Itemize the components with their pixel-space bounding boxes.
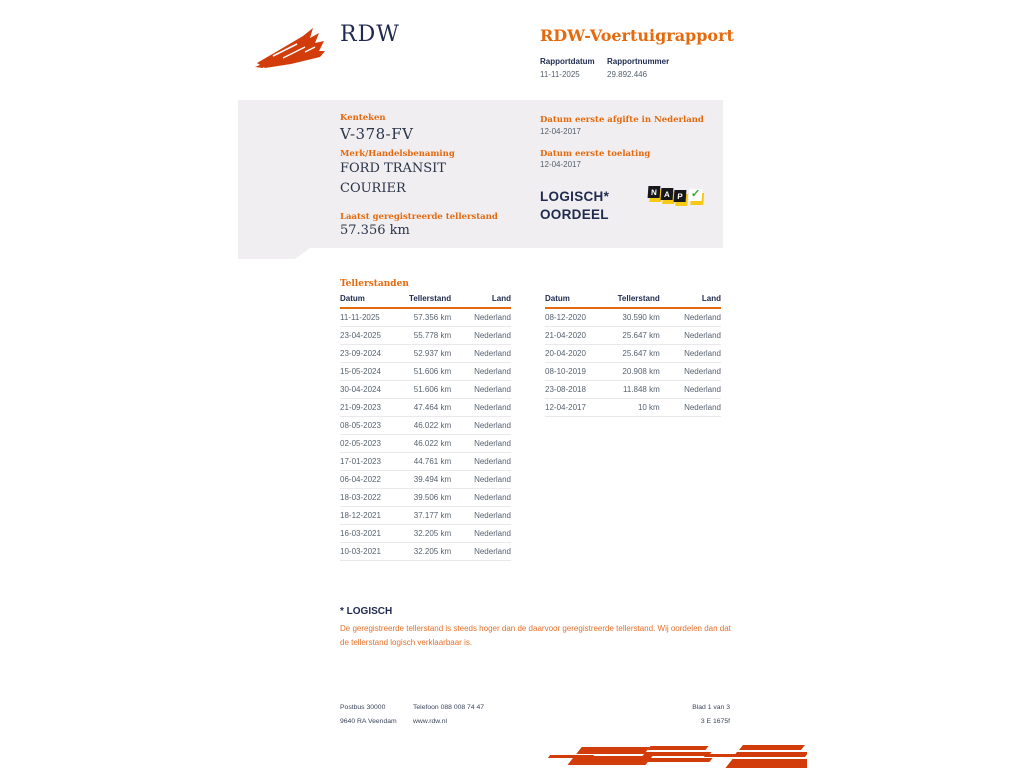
footer-address-line2: 9640 RA Veendam <box>340 717 397 725</box>
cell-land: Nederland <box>463 308 511 327</box>
cell-tellerstand: 46.022 km <box>393 417 463 435</box>
cell-tellerstand: 57.356 km <box>393 308 463 327</box>
cell-tellerstand: 25.647 km <box>600 345 672 363</box>
rdw-logo-wordmark: RDW <box>340 22 400 47</box>
laatste-tellerstand-label: Laatst geregistreerde tellerstand <box>340 212 498 222</box>
tellerstanden-table-right <box>545 291 721 417</box>
cell-tellerstand: 51.606 km <box>393 381 463 399</box>
cell-tellerstand: 20.908 km <box>600 363 672 381</box>
cell-datum: 30-04-2024 <box>340 381 393 399</box>
oordeel-line1: LOGISCH* <box>540 189 610 204</box>
table-row <box>545 381 721 399</box>
cell-datum: 23-04-2025 <box>340 327 393 345</box>
toelating-label: Datum eerste toelating <box>540 149 651 159</box>
cell-land: Nederland <box>463 471 511 489</box>
cell-tellerstand: 39.506 km <box>393 489 463 507</box>
cell-datum: 18-03-2022 <box>340 489 393 507</box>
tellerstanden-title: Tellerstanden <box>340 279 409 289</box>
rdw-logo-icon <box>253 26 333 70</box>
cell-tellerstand: 52.937 km <box>393 345 463 363</box>
note-title: * LOGISCH <box>340 606 393 617</box>
table-row <box>340 363 511 381</box>
table-row <box>340 381 511 399</box>
cell-datum: 02-05-2023 <box>340 435 393 453</box>
column-header-land: Land <box>672 291 721 308</box>
footer-address <box>340 701 397 729</box>
table-header-row <box>340 291 511 308</box>
table-row <box>340 308 511 327</box>
vehicle-summary-box-tab <box>238 248 310 259</box>
footer-contact <box>413 701 484 729</box>
footer-website: www.rdw.nl <box>413 717 447 725</box>
cell-land: Nederland <box>672 399 721 417</box>
cell-datum: 18-12-2021 <box>340 507 393 525</box>
cell-tellerstand: 46.022 km <box>393 435 463 453</box>
cell-tellerstand: 25.647 km <box>600 327 672 345</box>
cell-land: Nederland <box>463 435 511 453</box>
column-header-tellerstand: Tellerstand <box>600 291 672 308</box>
footer-form-code: 3 E 1675f <box>700 717 730 725</box>
column-header-land: Land <box>463 291 511 308</box>
table-body-left <box>340 308 511 561</box>
column-header-datum: Datum <box>545 291 600 308</box>
cell-datum: 08-10-2019 <box>545 363 600 381</box>
cell-land: Nederland <box>463 363 511 381</box>
cell-land: Nederland <box>463 489 511 507</box>
table-row <box>340 327 511 345</box>
cell-datum: 12-04-2017 <box>545 399 600 417</box>
table-row <box>340 345 511 363</box>
footer-pagination <box>620 701 730 729</box>
cell-datum: 17-01-2023 <box>340 453 393 471</box>
nap-letter-n: N <box>648 186 661 198</box>
column-header-datum: Datum <box>340 291 393 308</box>
merk-value-line1: FORD TRANSIT <box>340 161 446 176</box>
merk-value-line2: COURIER <box>340 181 406 196</box>
kenteken-value: V-378-FV <box>340 125 414 143</box>
table-row <box>340 453 511 471</box>
table-row <box>340 525 511 543</box>
footer-address-line1: Postbus 30000 <box>340 704 386 711</box>
cell-tellerstand: 55.778 km <box>393 327 463 345</box>
afgifte-label: Datum eerste afgifte in Nederland <box>540 115 704 125</box>
cell-datum: 23-08-2018 <box>545 381 600 399</box>
table-row <box>545 327 721 345</box>
cell-land: Nederland <box>463 381 511 399</box>
decorative-stripes-graphic <box>545 743 807 768</box>
cell-datum: 08-05-2023 <box>340 417 393 435</box>
report-number-value: 29.892.446 <box>607 70 648 79</box>
report-title: RDW-Voertuigrapport <box>540 26 734 45</box>
cell-tellerstand: 47.464 km <box>393 399 463 417</box>
cell-datum: 11-11-2025 <box>340 308 393 327</box>
toelating-value: 12-04-2017 <box>540 160 581 169</box>
cell-land: Nederland <box>463 525 511 543</box>
cell-tellerstand: 37.177 km <box>393 507 463 525</box>
cell-datum: 15-05-2024 <box>340 363 393 381</box>
afgifte-value: 12-04-2017 <box>540 127 581 136</box>
table-row <box>340 507 511 525</box>
note-text: De geregistreerde tellerstand is steeds hoger dan de daarvoor geregistreerde tellerstand. Wij oordelen dan dat de tellerstand logisch verklaarbaar is. <box>340 624 731 647</box>
cell-datum: 08-12-2020 <box>545 308 600 327</box>
nap-check-icon: ✓ <box>690 188 701 200</box>
merk-label: Merk/Handelsbenaming <box>340 149 455 159</box>
report-date-block <box>540 57 595 79</box>
cell-tellerstand: 10 km <box>600 399 672 417</box>
tellerstanden-table-left <box>340 291 511 561</box>
table-row <box>545 363 721 381</box>
table-row <box>545 399 721 417</box>
table-row <box>340 435 511 453</box>
report-date-value: 11-11-2025 <box>540 70 580 79</box>
cell-land: Nederland <box>463 327 511 345</box>
oordeel-line2: OORDEEL <box>540 207 609 223</box>
oordeel-text <box>540 188 609 224</box>
cell-land: Nederland <box>463 417 511 435</box>
cell-land: Nederland <box>463 543 511 561</box>
table-row <box>340 417 511 435</box>
cell-datum: 21-04-2020 <box>545 327 600 345</box>
cell-tellerstand: 11.848 km <box>600 381 672 399</box>
footer-phone: Telefoon 088 008 74 47 <box>413 704 485 711</box>
cell-land: Nederland <box>463 453 511 471</box>
table-header-row <box>545 291 721 308</box>
laatste-tellerstand-value: 57.356 km <box>340 223 410 238</box>
footer-page-number: Blad 1 van 3 <box>692 704 730 711</box>
report-number-label: Rapportnummer <box>607 57 670 66</box>
cell-tellerstand: 44.761 km <box>393 453 463 471</box>
table-row <box>340 399 511 417</box>
cell-tellerstand: 39.494 km <box>393 471 463 489</box>
report-number-block <box>607 57 669 79</box>
cell-datum: 16-03-2021 <box>340 525 393 543</box>
table-row <box>340 489 511 507</box>
cell-tellerstand: 30.590 km <box>600 308 672 327</box>
cell-land: Nederland <box>463 399 511 417</box>
cell-tellerstand: 32.205 km <box>393 543 463 561</box>
cell-datum: 23-09-2024 <box>340 345 393 363</box>
nap-letter-a: A <box>661 188 674 200</box>
table-row <box>545 308 721 327</box>
cell-datum: 21-09-2023 <box>340 399 393 417</box>
column-header-tellerstand: Tellerstand <box>393 291 463 308</box>
report-date-label: Rapportdatum <box>540 57 595 66</box>
nap-letter-p: P <box>674 190 687 202</box>
table-row <box>340 471 511 489</box>
cell-land: Nederland <box>672 345 721 363</box>
kenteken-label: Kenteken <box>340 113 386 123</box>
cell-datum: 06-04-2022 <box>340 471 393 489</box>
cell-land: Nederland <box>463 345 511 363</box>
table-row <box>340 543 511 561</box>
cell-land: Nederland <box>672 363 721 381</box>
cell-land: Nederland <box>672 308 721 327</box>
nap-logo <box>648 186 702 202</box>
cell-tellerstand: 51.606 km <box>393 363 463 381</box>
cell-tellerstand: 32.205 km <box>393 525 463 543</box>
cell-land: Nederland <box>672 381 721 399</box>
cell-land: Nederland <box>463 507 511 525</box>
cell-datum: 10-03-2021 <box>340 543 393 561</box>
cell-land: Nederland <box>672 327 721 345</box>
cell-datum: 20-04-2020 <box>545 345 600 363</box>
table-row <box>545 345 721 363</box>
table-body-right <box>545 308 721 417</box>
